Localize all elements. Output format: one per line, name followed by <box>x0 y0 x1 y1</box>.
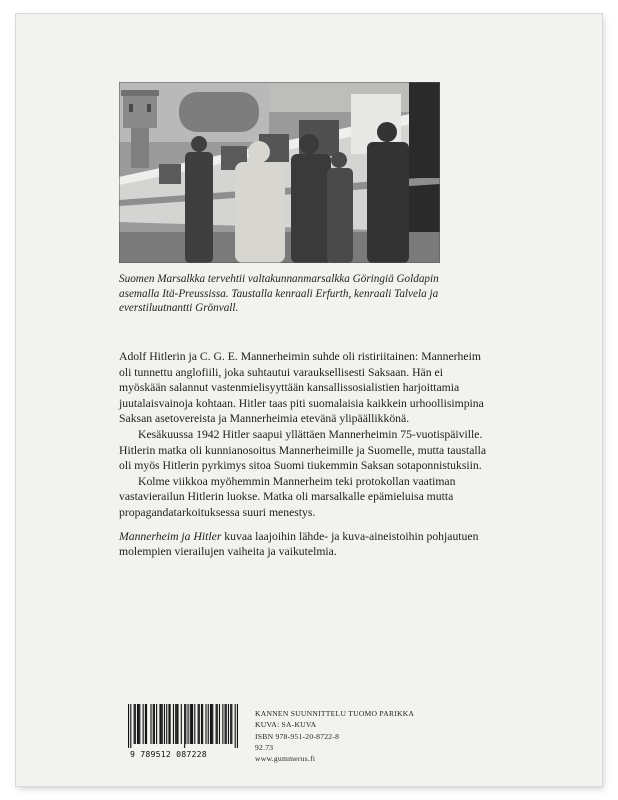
cover-design-credit: KANNEN SUUNNITTELU TUOMO PARIKKA <box>255 709 415 718</box>
barcode-bar <box>128 704 129 748</box>
barcode-bar <box>225 704 226 744</box>
barcode-bar <box>181 704 182 744</box>
barcode-bar <box>162 704 163 744</box>
blurb-line: juutalaisvainoja kohtaan. Hitler taas piti suomalaisia kaikkein urhoollisimpina <box>119 396 484 410</box>
isbn-barcode <box>128 704 238 752</box>
barcode-bar <box>230 704 231 744</box>
barcode-bar <box>173 704 174 744</box>
photo-credit: KUVA: SA-KUVA <box>255 720 317 730</box>
barcode-bar <box>138 704 139 744</box>
barcode-bar <box>130 704 131 748</box>
barcode-bar <box>226 704 227 744</box>
blurb-line: Kesäkuussa 1942 Hitler saapui yllättäen Mannerheimin 75-vuotispäiville. <box>138 427 483 441</box>
barcode-bar <box>146 704 147 744</box>
barcode-bar <box>237 704 238 748</box>
barcode-bar <box>185 704 186 744</box>
barcode-bar <box>170 704 171 744</box>
caption-line: Suomen Marsalkka tervehtii valtakunnanmarsalkka Göringiä Goldapin <box>119 273 439 285</box>
caption-line: everstiluutnantti Grönvall. <box>119 302 239 314</box>
barcode-bar <box>150 704 151 744</box>
barcode-bar <box>177 704 178 744</box>
blurb-line: vastavierailun Hitlerin luokse. Matka oli marsalkalle epämieluisa mutta <box>119 490 454 504</box>
blurb-line: myöskään salannut vastenmielisyyttään kansallissosialistien harjoittamia <box>119 381 460 395</box>
blurb-line: oli tunnettu anglofiili, joka suhtautui varauksellisesti Saksaan. Hän ei <box>119 365 443 379</box>
blurb-line <box>119 529 539 545</box>
blurb-line: oli myös Hitlerin pyrkimys sitoa Suomi tiukemmin Saksan sotaponnistuksiin. <box>119 459 482 473</box>
blurb-line: Kolme viikkoa myöhemmin Mannerheim teki protokollan vaatiman <box>138 474 456 488</box>
barcode-bar <box>216 704 217 744</box>
book-back-cover <box>16 14 602 786</box>
barcode-bar <box>137 704 138 744</box>
barcode-bar <box>159 704 160 744</box>
barcode-bar <box>187 704 188 744</box>
barcode-bar <box>208 704 209 744</box>
blurb-line: Adolf Hitlerin ja C. G. E. Mannerheimin suhde oli ristiriitainen: Mannerheim <box>119 350 481 363</box>
blurb-text <box>119 349 539 560</box>
barcode-bar <box>192 704 193 744</box>
paragraph-gap <box>119 521 539 529</box>
classification-code: 92.73 <box>255 742 274 752</box>
barcode-bar <box>166 704 167 744</box>
barcode-bar <box>219 704 220 744</box>
barcode-bar <box>228 704 229 744</box>
barcode-bar <box>168 704 169 744</box>
barcode-bar <box>210 704 211 744</box>
publisher-url: www.gummerus.fi <box>255 754 316 764</box>
blurb-line: propagandatarkoituksessa suuri menestys. <box>119 505 316 519</box>
barcode-bar <box>217 704 218 744</box>
cover-photo <box>119 82 440 263</box>
barcode-bar <box>198 704 199 744</box>
blurb-line: Hitlerin matka oli kunnianosoitus Mannerheimille ja Suomelle, mutta taustalla <box>119 443 487 457</box>
barcode-bar <box>139 704 140 744</box>
blurb-line: Saksan asetovereista ja Mannerheimia etevänä ylipäällikkönä. <box>119 412 410 426</box>
isbn-text: ISBN 978-951-20-8722-8 <box>255 731 340 741</box>
barcode-bar <box>201 704 202 744</box>
barcode-bar <box>194 704 195 744</box>
barcode-bar <box>222 704 223 744</box>
barcode-bar <box>154 704 155 744</box>
barcode-bar <box>202 704 203 744</box>
barcode-bar <box>145 704 146 744</box>
barcode-bar <box>135 704 136 744</box>
barcode-bar <box>235 704 236 748</box>
barcode-bar <box>199 704 200 744</box>
barcode-bar <box>211 704 212 744</box>
blurb-line-rest: kuvaa laajoihin lähde- ja kuva-aineistoihin pohjautuen <box>221 529 479 543</box>
barcode-number: 9 789512 087228 <box>130 749 207 759</box>
photo-caption <box>119 272 449 316</box>
publication-credits <box>255 708 414 764</box>
barcode-bar <box>156 704 157 744</box>
barcode-bar <box>190 704 191 744</box>
barcode-bar <box>212 704 213 744</box>
barcode-bar <box>175 704 176 744</box>
barcode-bar <box>176 704 177 744</box>
blurb-line: molempien vierailujen vaiheita ja vaikutelmia. <box>119 545 337 559</box>
barcode-bar <box>134 704 135 744</box>
caption-line: asemalla Itä-Preussissa. Taustalla kenraali Erfurth, kenraali Talvela ja <box>119 287 439 300</box>
barcode-bar <box>231 704 232 744</box>
barcode-bar <box>191 704 192 744</box>
barcode-bar <box>184 704 185 748</box>
barcode-bar <box>164 704 165 744</box>
barcode-bar <box>153 704 154 744</box>
barcode-bar <box>205 704 206 744</box>
barcode-bar <box>161 704 162 744</box>
book-title: Mannerheim ja Hitler <box>119 529 222 543</box>
barcode-bar <box>143 704 144 744</box>
